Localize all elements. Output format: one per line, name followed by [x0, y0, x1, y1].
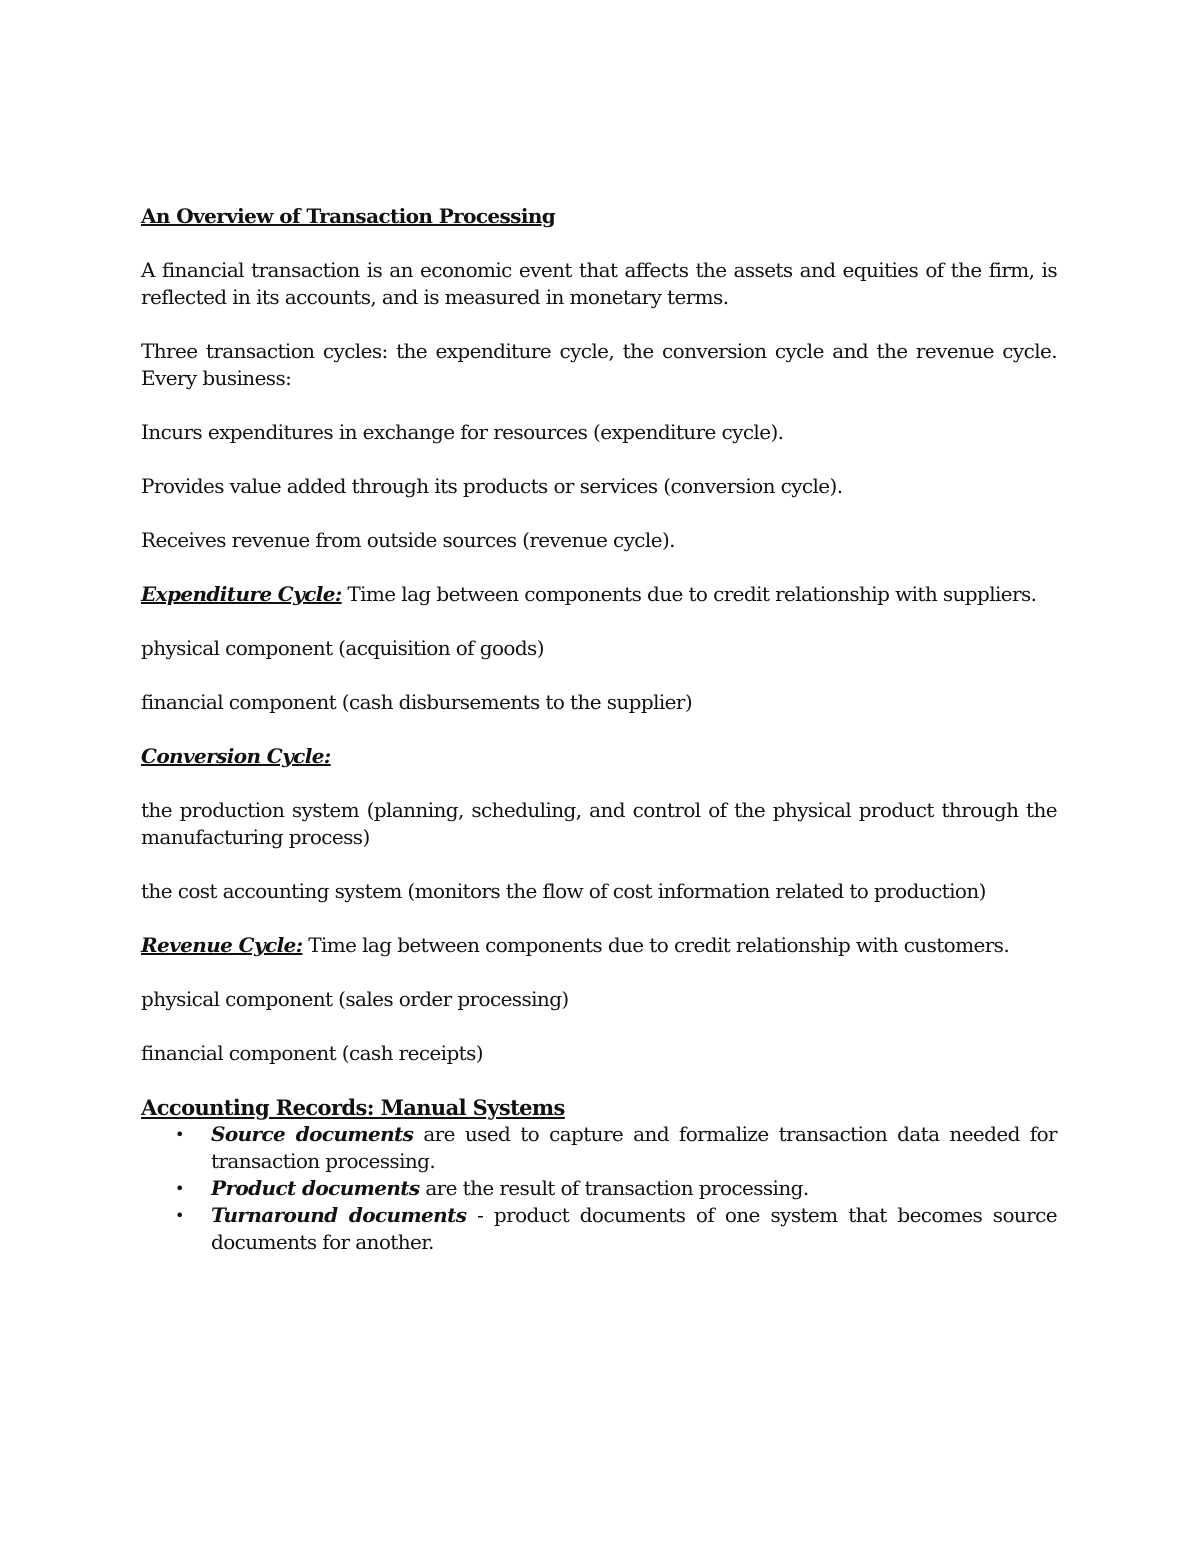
intro-paragraph: A financial transaction is an economic event that affects the assets and equities of the firm, is reflected in its accounts, and is measured in monetary terms.: [141, 258, 1057, 309]
accounting-records-heading: Accounting Records: Manual Systems: [141, 1095, 565, 1120]
turnaround-documents-text: - product documents of one system that becomes source documents for another.: [211, 1203, 1057, 1254]
source-documents-text: are used to capture and formalize transaction data needed for transaction processing.: [211, 1122, 1057, 1173]
business-point-revenue: Receives revenue from outside sources (revenue cycle).: [141, 528, 675, 552]
accounting-records-list: [141, 1121, 1057, 1256]
business-point-conversion: Provides value added through its products or services (conversion cycle).: [141, 474, 843, 498]
conversion-cost-accounting-system: the cost accounting system (monitors the flow of cost information related to production): [141, 879, 986, 903]
revenue-financial-component: financial component (cash receipts): [141, 1041, 483, 1065]
expenditure-physical-component: physical component (acquisition of goods): [141, 636, 544, 660]
conversion-production-system: the production system (planning, scheduling, and control of the physical product through the manufacturing process): [141, 798, 1057, 849]
expenditure-cycle-heading: Expenditure Cycle:: [141, 582, 342, 606]
source-documents-term: Source documents: [211, 1122, 414, 1146]
document-page: [141, 203, 1057, 1256]
revenue-cycle-heading: Revenue Cycle:: [141, 933, 303, 957]
turnaround-documents-term: Turnaround documents: [211, 1203, 467, 1227]
conversion-cycle-paragraph: [141, 743, 1057, 770]
product-documents-term: Product documents: [211, 1176, 420, 1200]
list-item: [141, 1202, 1057, 1256]
revenue-cycle-paragraph: [141, 932, 1057, 959]
list-item: [141, 1175, 1057, 1202]
expenditure-cycle-text: Time lag between components due to credit relationship with suppliers.: [341, 582, 1037, 606]
product-documents-text: are the result of transaction processing.: [419, 1176, 809, 1200]
conversion-cycle-heading: Conversion Cycle:: [141, 744, 331, 768]
bullet-icon: •: [175, 1179, 184, 1198]
revenue-cycle-text: Time lag between components due to credit relationship with customers.: [302, 933, 1010, 957]
expenditure-financial-component: financial component (cash disbursements to the supplier): [141, 690, 693, 714]
expenditure-cycle-paragraph: [141, 581, 1057, 608]
bullet-icon: •: [175, 1206, 184, 1225]
bullet-icon: •: [175, 1125, 184, 1144]
page-title: An Overview of Transaction Processing: [141, 204, 556, 228]
list-item: [141, 1121, 1057, 1175]
business-point-expenditure: Incurs expenditures in exchange for resources (expenditure cycle).: [141, 420, 784, 444]
cycles-intro-paragraph: Three transaction cycles: the expenditure cycle, the conversion cycle and the revenue cycle. Every business:: [141, 339, 1057, 390]
revenue-physical-component: physical component (sales order processing): [141, 987, 569, 1011]
